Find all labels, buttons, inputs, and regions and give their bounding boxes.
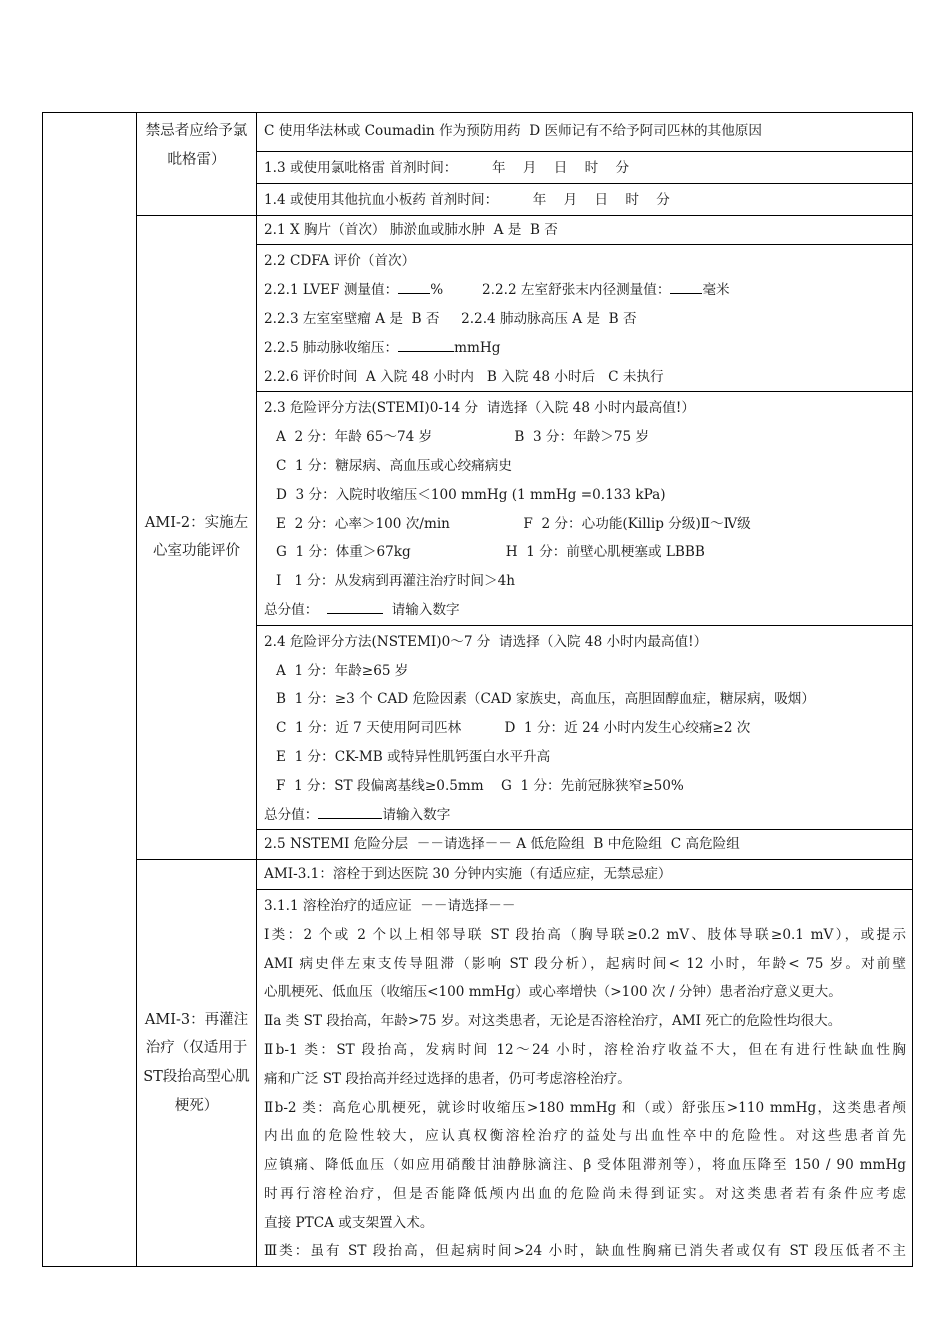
form-page: [42, 112, 912, 1267]
ami3-section-label: AMI-3：再灌注治疗（仅适用于ST段抬高型心肌梗死）: [137, 860, 257, 1267]
indication-line: 心肌梗死、低血压（收缩压<100 mmHg）或心率增快（>100 次 / 分钟）患者治疗意义更大。: [264, 984, 842, 1001]
nstemi-total-score-row: 总分值： 请输入数字: [264, 801, 912, 830]
indication-line: Ⅰ类：2 个或 2 个以上相邻导联 ST 段抬高（胸导联≥0.2 mV、肢体导联≥0.1 mV），或提示: [264, 926, 906, 943]
nstemi-score-item: C 1 分：近 7 天使用阿司匹林 D 1 分：近 24 小时内发生心绞痛≥2 次: [276, 720, 751, 737]
indication-line: 痛和广泛 ST 段抬高并经过选择的患者，仍可考虑溶栓治疗。: [264, 1070, 631, 1087]
evaluation-time-row: 2.2.6 评价时间 A 入院 48 小时内 B 入院 48 小时后 C 未执行: [264, 368, 664, 385]
left-empty-column: [43, 113, 137, 1267]
indication-line: Ⅱb-2 类：高危心肌梗死，就诊时收缩压>180 mmHg 和（或）舒张压>110 mmHg，这类患者颅: [264, 1099, 906, 1116]
pulmonary-systolic-pressure-row: 2.2.5 肺动脉收缩压： mmHg: [264, 334, 912, 363]
cdfa-title: 2.2 CDFA 评价（首次）: [264, 253, 416, 270]
contraindication-label: 禁忌者应给予氯吡格雷）: [137, 113, 257, 216]
stemi-score-item: D 3 分：入院时收缩压＜100 mmHg (1 mmHg =0.133 kPa): [276, 486, 666, 503]
pasp-input-blank[interactable]: [398, 337, 454, 352]
stemi-score-item: I 1 分：从发病到再灌注治疗时间＞4h: [276, 573, 516, 590]
clopidogrel-first-dose-time: 1.3 或使用氯吡格雷 首剂时间： 年 月 日 时 分: [264, 160, 630, 176]
stemi-score-item: G 1 分：体重＞67kg H 1 分：前壁心肌梗塞或 LBBB: [276, 544, 705, 561]
aneurysm-pulmonary-hypertension-row: 2.2.3 左室室壁瘤 A 是 B 否 2.2.4 肺动脉高压 A 是 B 否: [264, 310, 637, 327]
nstemi-score-title: 2.4 危险评分方法(NSTEMI)0～7 分 请选择（入院 48 小时内最高值!）: [264, 633, 708, 650]
nstemi-total-input-blank[interactable]: [318, 804, 382, 819]
stemi-score-item: A 2 分：年龄 65～74 岁 B 3 分：年龄＞75 岁: [276, 429, 650, 446]
nstemi-score-item: E 1 分：CK-MB 或特异性肌钙蛋白水平升高: [276, 748, 551, 765]
indication-line: 应镇痛、降低血压（如应用硝酸甘油静脉滴注、β 受体阻滞剂等），将血压降至 150 / 90 mmHg: [264, 1157, 906, 1174]
stemi-score-item: C 1 分：糖尿病、高血压或心绞痛病史: [276, 457, 512, 474]
stemi-total-input-blank[interactable]: [327, 599, 383, 614]
indication-line: Ⅱa 类 ST 段抬高，年龄>75 岁。对这类患者，无论是否溶栓治疗，AMI 死亡的危险性均很大。: [264, 1013, 842, 1030]
indication-line: 直接 PTCA 或支架置入术。: [264, 1214, 434, 1231]
indication-line: 内出血的危险性较大，应认真权衡溶栓治疗的益处与出血性卒中的危险性。对这些患者首先: [264, 1128, 906, 1145]
indication-line: Ⅱb-1 类：ST 段抬高，发病时间 12～24 小时，溶栓治疗收益不大，但在有进行性缺血性胸: [264, 1041, 906, 1058]
ami31-thrombolysis-timing: AMI-3.1：溶栓于到达医院 30 分钟内实施（有适应症，无禁忌症）: [264, 866, 672, 883]
lv-diameter-input-blank[interactable]: [670, 279, 702, 294]
indication-line: 时再行溶栓治疗，但是否能降低颅内出血的危险尚未得到证实。对这类患者若有条件应考虑: [264, 1185, 906, 1202]
stemi-score-title: 2.3 危险评分方法(STEMI)0-14 分 请选择（入院 48 小时内最高值!）: [264, 400, 695, 417]
lvef-measurement-row: 2.2.1 LVEF 测量值： % 2.2.2 左室舒张末内径测量值： 毫米: [264, 276, 912, 305]
stemi-score-item: E 2 分：心率＞100 次/min F 2 分：心功能(Killip 分级)Ⅱ～Ⅳ级: [276, 515, 751, 532]
nstemi-score-item: A 1 分：年龄≥65 岁: [276, 662, 409, 679]
ami-quality-form-table: [42, 112, 913, 1267]
ami2-section-label: AMI-2：实施左心室功能评价: [137, 215, 257, 860]
nstemi-score-item: F 1 分：ST 段偏离基线≥0.5mm G 1 分：先前冠脉狭窄≥50%: [276, 777, 684, 794]
indication-line: AMI 病史伴左束支传导阻滞（影响 ST 段分析），起病时间< 12 小时，年龄< 75 岁。对前壁: [264, 955, 906, 972]
lvef-input-blank[interactable]: [398, 279, 430, 294]
other-antiplatelet-first-dose-time: 1.4 或使用其他抗血小板药 首剂时间： 年 月 日 时 分: [264, 191, 670, 208]
chest-xray-question: 2.1 X 胸片（首次） 肺淤血或肺水肿 A 是 B 否: [264, 221, 558, 238]
nstemi-risk-stratification: 2.5 NSTEMI 危险分层 －－请选择－－ A 低危险组 B 中危险组 C 高危险组: [264, 836, 740, 853]
stemi-total-score-row: 总分值： 请输入数字: [264, 596, 912, 625]
indications-title: 3.1.1 溶栓治疗的适应证 －－请选择－－: [264, 897, 516, 914]
indication-line: Ⅲ类：虽有 ST 段抬高，但起病时间>24 小时，缺血性胸痛已消失者或仅有 ST 段压低者不主: [264, 1243, 906, 1260]
nstemi-score-item: B 1 分：≥3 个 CAD 危险因素（CAD 家族史，高血压，高胆固醇血症，糖尿病，吸烟）: [276, 691, 815, 708]
contraindication-option-cd: C 使用华法林或 Coumadin 作为预防用药 D 医师记有不给予阿司匹林的其他原因: [264, 123, 762, 139]
